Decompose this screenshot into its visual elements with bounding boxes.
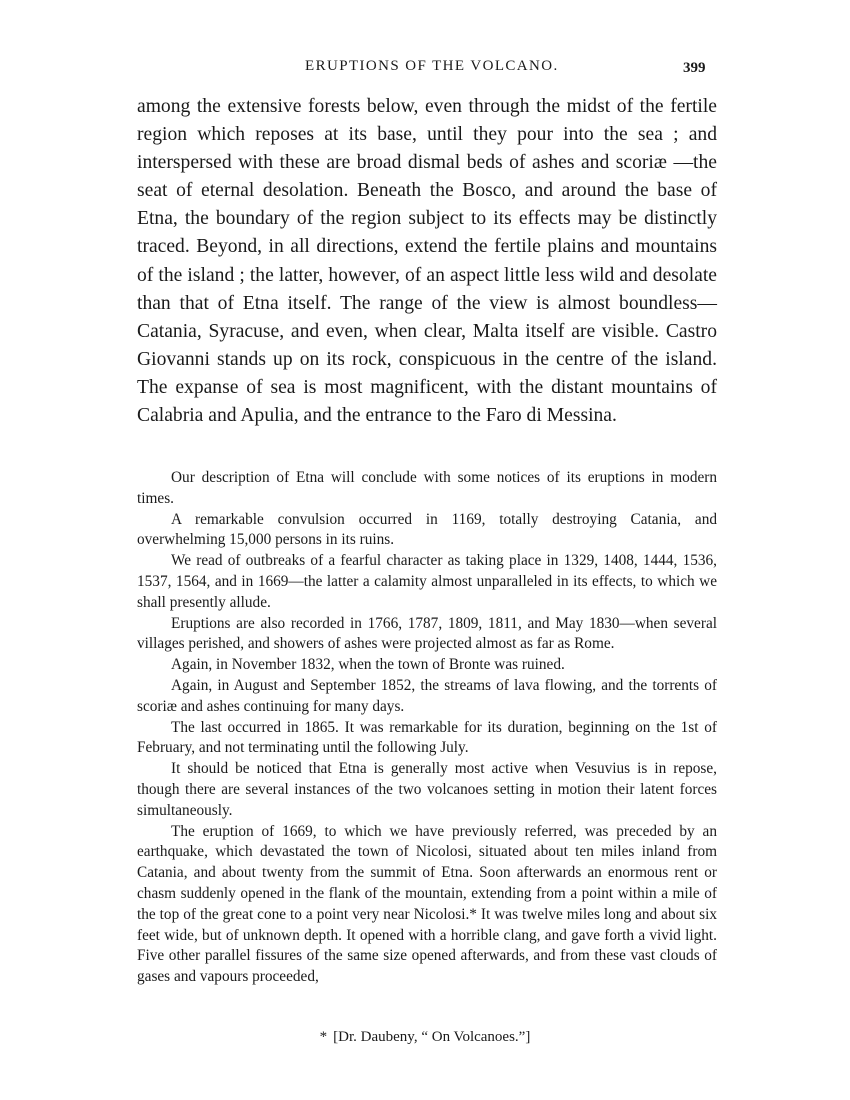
paragraph-1169: A remarkable convulsion occurred in 1169, totally destroying Catania, and overwhelming 15,000 persons in its ruins. bbox=[137, 510, 717, 549]
eruptions-text-block bbox=[137, 468, 717, 988]
paragraph-recorded-eruptions: Eruptions are also recorded in 1766, 1787, 1809, 1811, and May 1830—when several villages perished, and showers of ashes were projected almost as far as Rome. bbox=[137, 614, 717, 653]
opening-text-block bbox=[137, 93, 717, 430]
footnote-text: [Dr. Daubeny, “ On Volcanoes.”] bbox=[333, 1029, 531, 1045]
paragraph-1852: Again, in August and September 1852, the streams of lava flowing, and the torrents of scoriæ and ashes continuing for many days. bbox=[137, 676, 717, 715]
running-header bbox=[0, 58, 850, 82]
footnote bbox=[0, 1029, 850, 1046]
paragraph-vesuvius: It should be noticed that Etna is generally most active when Vesuvius is in repose, though there are several instances of the two volcanoes setting in motion their latent forces simultaneously. bbox=[137, 760, 717, 819]
page-number: 399 bbox=[683, 60, 706, 76]
footnote-mark: * bbox=[319, 1029, 328, 1045]
paragraph-intro: Our description of Etna will conclude with some notices of its eruptions in modern times. bbox=[137, 469, 717, 507]
running-title: ERUPTIONS OF THE VOLCANO. bbox=[305, 58, 559, 74]
paragraph-1832: Again, in November 1832, when the town of Bronte was ruined. bbox=[171, 656, 565, 674]
opening-paragraph: among the extensive forests below, even through the midst of the fertile region which reposes at its base, until they pour into the sea ; and interspersed with these are broad dismal beds of ashes and scoriæ —the seat of eternal desolation. Beneath the Bosco, and around the base of Etna, the boundary of the region subject to its effects may be distinctly traced. Beyond, in all directions, extend the fertile plains and mountains of the island ; the latter, however, of an aspect little less wild and desolate than that of Etna itself. The range of the view is almost boundless—Catania, Syracuse, and even, when clear, Malta itself are visible. Castro Giovanni stands up on its rock, conspicuous in the centre of the island. The expanse of sea is most magnificent, with the distant mountains of Calabria and Apulia, and the entrance to the Faro di Messina. bbox=[137, 96, 717, 427]
paragraph-1865: The last occurred in 1865. It was remarkable for its duration, beginning on the 1st of February, and not terminating until the following July. bbox=[137, 718, 717, 757]
paragraph-outbreaks: We read of outbreaks of a fearful character as taking place in 1329, 1408, 1444, 1536, 1537, 1564, and in 1669—the latter a calamity almost unparalleled in its effects, to which we shall presently allude. bbox=[137, 552, 717, 611]
paragraph-1669-eruption: The eruption of 1669, to which we have previously referred, was preceded by an earthquake, which devastated the town of Nicolosi, situated about ten miles inland from Catania, and about twenty from the summit of Etna. Soon afterwards an enormous rent or chasm suddenly opened in the flank of the mountain, extending from a point within a mile of the top of the great cone to a point very near Nicolosi.* It was twelve miles long and about six feet wide, but of unknown depth. It opened with a horrible clang, and gave forth a vivid light. Five other parallel fissures of the same size opened afterwards, and from these vast clouds of gases and vapours proceeded, bbox=[137, 822, 717, 986]
